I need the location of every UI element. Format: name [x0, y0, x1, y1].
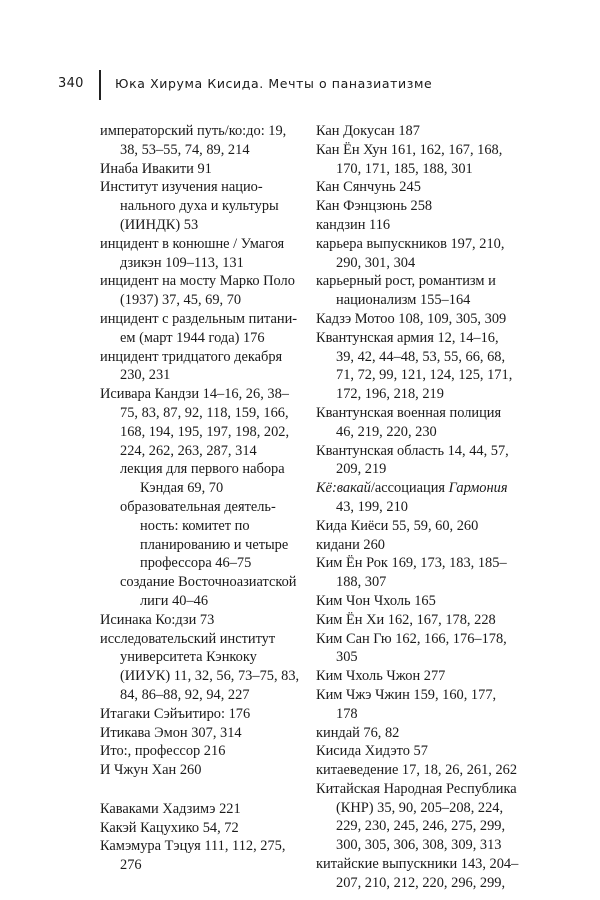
index-entry: исследовательский институт университета Кэнкоку (ИИУК) 11, 32, 56, 73–75, 83, 84, 86–88, 92, 94, 227 [100, 630, 300, 703]
index-entry: Кисида Хидэто 57 [316, 743, 428, 760]
index-entry: инцидент с раздельным питанием (март 1944 года) 176 [100, 310, 298, 346]
index-column-right [316, 122, 520, 893]
index-entry: Китайская Народная Республика (КНР) 35, 90, 205–208, 224, 229, 230, 245, 246, 275, 299, 300, 305, 306, 308, 309, 313 [316, 780, 517, 854]
index-entry: Ито:, профессор 216 [100, 743, 226, 760]
index-entry: Кида Киёси 55, 59, 60, 260 [316, 517, 479, 534]
index-entry: Ким Чжэ Чжин 159, 160, 177, 178 [316, 686, 497, 722]
index-entry: Каваками Хадзимэ 221 [100, 800, 241, 817]
index-entry: Ким Ён Хи 162, 167, 178, 228 [316, 611, 496, 628]
index-entry: китаеведение 17, 18, 26, 261, 262 [316, 762, 518, 779]
index-entry: Исинака Ко:дзи 73 [100, 611, 215, 628]
index-entry [316, 479, 520, 517]
index-entry: Квантунская область 14, 44, 57, 209, 219 [316, 442, 509, 478]
index-entry: инцидент на мосту Марко Поло (1937) 37, 45, 69, 70 [100, 273, 295, 309]
index-entry: Ким Чон Чхоль 165 [316, 592, 436, 609]
index-entry: карьерный рост, романтизм и национализм 155–164 [316, 273, 496, 309]
index-entry-part: Кё:вакай [316, 480, 371, 497]
index-entry: Какэй Кацухико 54, 72 [100, 819, 239, 836]
index-entry: Институт изучения национального духа и культуры (ИИНДК) 53 [100, 179, 279, 233]
index-entry: киндай 76, 82 [316, 724, 400, 741]
index-entry-part: Гармония [448, 480, 508, 497]
index-entry: Кан Сянчунь 245 [316, 179, 421, 196]
index-entry: Итагаки Сэйъитиро: 176 [100, 705, 251, 722]
index-entry: императорский путь/ко:до: 19, 38, 53–55, 74, 89, 214 [100, 123, 287, 158]
index-subentry: образовательная деятельность: комитет по планированию и четыре профессора 46–75 [120, 498, 289, 572]
index-column-left [100, 122, 305, 875]
index-entry: Кан Докусан 187 [316, 123, 420, 139]
index-entry: Камэмура Тэцуя 111, 112, 275, 276 [100, 838, 286, 874]
index-entry: карьера выпускников 197, 210, 290, 301, 304 [316, 235, 505, 271]
index-entry: инцидент в конюшне / Умагоя дзикэн 109–113, 131 [100, 235, 285, 271]
index-entry: кандзин 116 [316, 216, 391, 233]
index-entry: Исивара Кандзи 14–16, 26, 38–75, 83, 87, 92, 118, 159, 166, 168, 194, 195, 197, 198, 202, 224, 262, 263, 287, 314 [100, 386, 290, 459]
index-entry: И Чжун Хан 260 [100, 762, 202, 779]
index-entry-part: /ассоциация [370, 480, 449, 497]
index-subentry: лекция для первого набора Кэндая 69, 70 [120, 461, 285, 497]
index-entry: китайские выпускники 143, 204–207, 210, 212, 220, 296, 299, [316, 856, 519, 891]
index-entry: Итикава Эмон 307, 314 [100, 724, 242, 741]
index-entry: Квантунская армия 12, 14–16, 39, 42, 44–48, 53, 55, 66, 68, 71, 72, 99, 121, 124, 125, 171, 172, 196, 218, 219 [316, 329, 513, 403]
header-divider [99, 70, 101, 100]
running-header [0, 70, 600, 100]
index-entry: Кан Ён Хун 161, 162, 167, 168, 170, 171, 185, 188, 301 [316, 141, 503, 177]
index-entry: инцидент тридцатого декабря 230, 231 [100, 348, 283, 384]
index-entry: Инаба Ивакити 91 [100, 160, 212, 177]
index-entry: Кадзэ Мотоо 108, 109, 305, 309 [316, 310, 507, 327]
index-entry: Ким Ён Рок 169, 173, 183, 185–188, 307 [316, 555, 507, 591]
page-number: 340 [58, 76, 84, 91]
index-entry: Кан Фэнцзюнь 258 [316, 198, 433, 215]
index-entry-part: 43, 199, 210 [336, 498, 408, 515]
index-entry: Ким Чхоль Чжон 277 [316, 668, 446, 685]
index-entry: Ким Сан Гю 162, 166, 176–178, 305 [316, 630, 507, 666]
index-subentry: создание Восточноазиатской лиги 40–46 [120, 574, 297, 609]
index-entry: кидани 260 [316, 536, 385, 553]
running-title: Юка Хирума Кисида. Мечты о паназиатизме [115, 76, 433, 91]
index-entry: Квантунская военная полиция 46, 219, 220, 230 [316, 404, 502, 440]
